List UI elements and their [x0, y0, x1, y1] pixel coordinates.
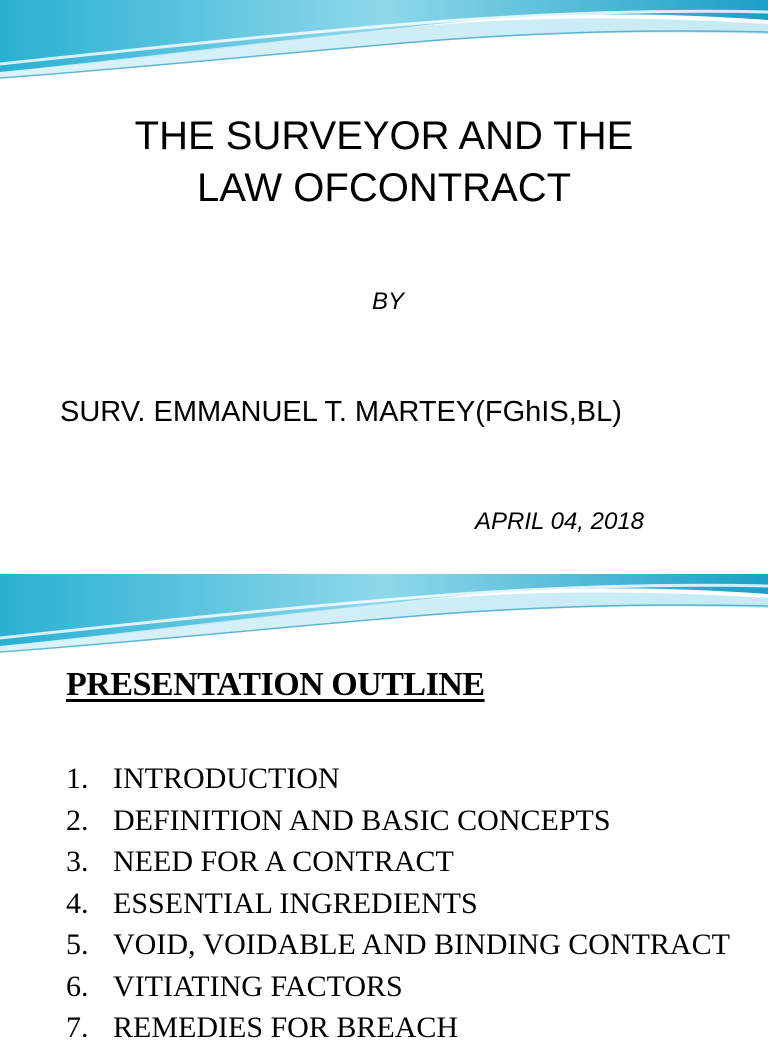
outline-item-label: VITIATING FACTORS: [113, 969, 403, 1003]
wave-banner-decoration: [0, 0, 768, 96]
outline-item: [66, 800, 730, 842]
wave-banner-decoration: [0, 574, 768, 670]
outline-heading: PRESENTATION OUTLINE: [66, 666, 485, 703]
outline-item-label: REMEDIES FOR BREACH: [113, 1011, 459, 1044]
title-line-2: LAW OFCONTRACT: [196, 166, 572, 210]
outline-slide: [0, 574, 768, 1044]
outline-item: [66, 883, 730, 925]
outline-item-label: ESSENTIAL INGREDIENTS: [113, 886, 478, 920]
outline-item-label: DEFINITION AND BASIC CONCEPTS: [113, 803, 611, 837]
outline-item-number: 5.: [66, 928, 89, 961]
title-line-1: THE SURVEYOR AND THE: [134, 114, 634, 158]
author-name: SURV. EMMANUEL T. MARTEY(FGhIS,BL): [60, 396, 622, 428]
outline-item-number: 1.: [66, 762, 89, 795]
outline-item: [66, 758, 730, 800]
slide-title: [0, 110, 768, 214]
outline-item-number: 6.: [66, 969, 89, 1003]
outline-item-number: 4.: [66, 886, 89, 920]
outline-list: [66, 758, 730, 1049]
outline-item: [66, 841, 730, 883]
presentation-date: APRIL 04, 2018: [475, 508, 645, 535]
outline-item: [66, 924, 730, 966]
by-label: BY: [372, 288, 405, 315]
outline-item-number: 3.: [66, 845, 89, 878]
outline-item-number: 2.: [66, 803, 89, 837]
outline-item-label: VOID, VOIDABLE AND BINDING CONTRACT: [113, 928, 730, 961]
outline-item: [66, 966, 730, 1008]
outline-item: [66, 1007, 730, 1049]
outline-item-label: NEED FOR A CONTRACT: [113, 845, 454, 878]
outline-item-label: INTRODUCTION: [113, 762, 340, 795]
outline-item-number: 7.: [66, 1011, 89, 1044]
